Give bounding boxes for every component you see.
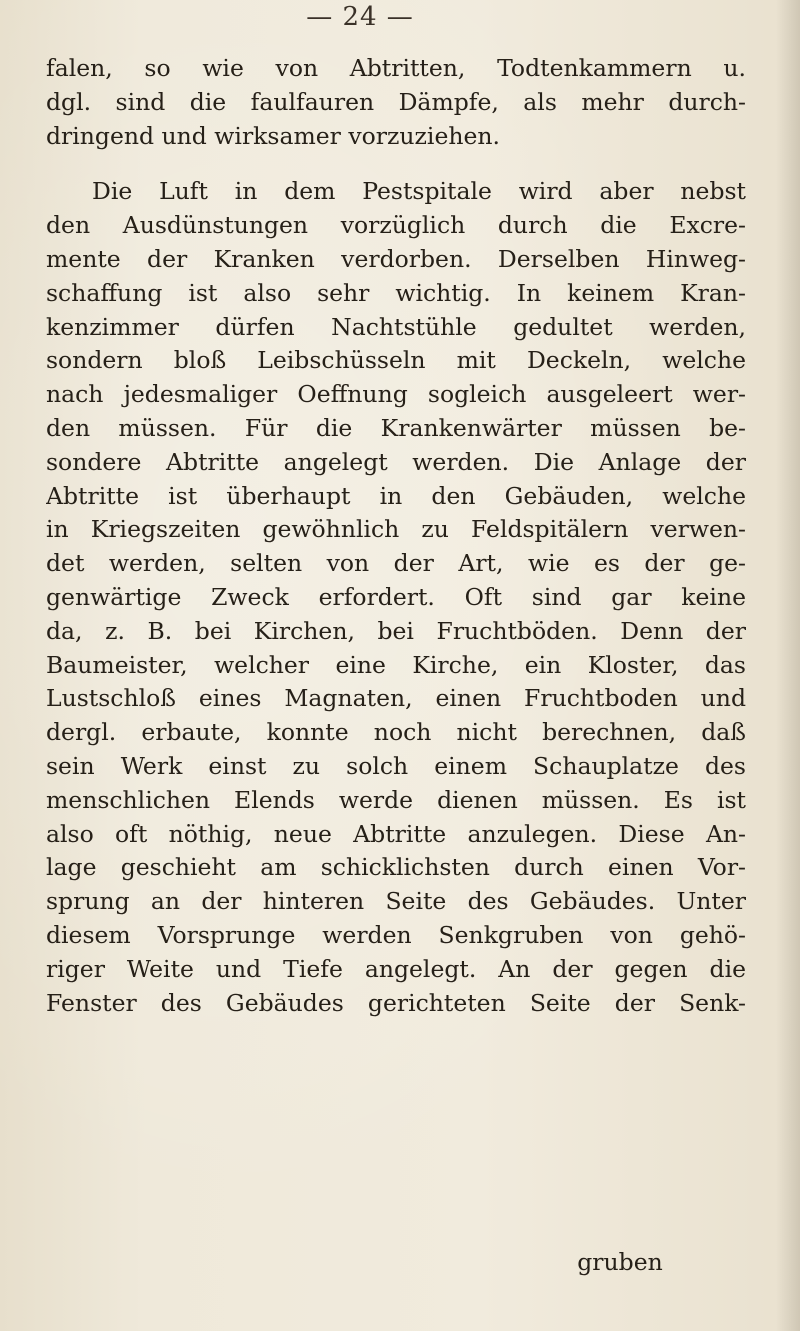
text-line: da, z. B. bei Kirchen, bei Fruchtböden. Denn der	[46, 616, 746, 645]
text-line: in Kriegszeiten gewöhnlich zu Feldspitälern verwen-	[46, 515, 746, 544]
text-line: sprung an der hinteren Seite des Gebäudes. Unter	[46, 887, 746, 916]
text-line: det werden, selten von der Art, wie es der ge-	[46, 549, 746, 578]
text-line: sondern bloß Leibschüsseln mit Deckeln, welche	[46, 346, 746, 375]
text-line: Baumeister, welcher eine Kirche, ein Kloster, das	[46, 650, 746, 679]
page-edge-shadow	[776, 0, 800, 1331]
text-line: menschlichen Elends werde dienen müssen. Es ist	[46, 785, 746, 814]
text-line: sein Werk einst zu solch einem Schauplatze des	[46, 751, 746, 780]
text-line: dergl. erbaute, konnte noch nicht berechnen, daß	[46, 718, 746, 747]
text-line: schaffung ist also sehr wichtig. In keinem Kran-	[46, 278, 746, 307]
catchword: gruben	[577, 1248, 663, 1276]
text-line: dgl. sind die faulfauren Dämpfe, als mehr durch-	[46, 87, 746, 116]
text-line: riger Weite und Tiefe angelegt. An der gegen die	[46, 954, 746, 983]
text-line: den Ausdünstungen vorzüglich durch die Excre-	[46, 211, 746, 240]
text-line: nach jedesmaliger Oeffnung sogleich ausgeleert wer-	[46, 380, 746, 409]
text-line: den müssen. Für die Krankenwärter müssen be-	[46, 413, 746, 442]
text-line: kenzimmer dürfen Nachtstühle gedultet werden,	[46, 312, 746, 341]
body-text	[46, 52, 746, 1020]
text-line: Abtritte ist überhaupt in den Gebäuden, welche	[46, 481, 746, 510]
text-line: Lustschloß eines Magnaten, einen Fruchtboden und	[46, 684, 746, 713]
text-line: dringend und wirksamer vorzuziehen.	[46, 121, 501, 150]
text-line: diesem Vorsprunge werden Senkgruben von gehö-	[46, 920, 746, 949]
text-line: Die Luft in dem Pestspitale wird aber nebst	[92, 177, 746, 206]
text-line: also oft nöthig, neue Abtritte anzulegen. Diese An-	[46, 819, 746, 848]
text-line: Fenster des Gebäudes gerichteten Seite der Senk-	[46, 988, 746, 1017]
text-line: falen, so wie von Abtritten, Todtenkammern u.	[46, 54, 746, 82]
text-line: lage geschieht am schicklichsten durch einen Vor-	[46, 853, 746, 882]
text-line: genwärtige Zweck erfordert. Oft sind gar keine	[46, 582, 746, 611]
text-line: mente der Kranken verdorben. Derselben Hinweg-	[46, 244, 746, 273]
page-number: — 24 —	[306, 2, 414, 32]
text-line: sondere Abtritte angelegt werden. Die Anlage der	[46, 447, 746, 476]
